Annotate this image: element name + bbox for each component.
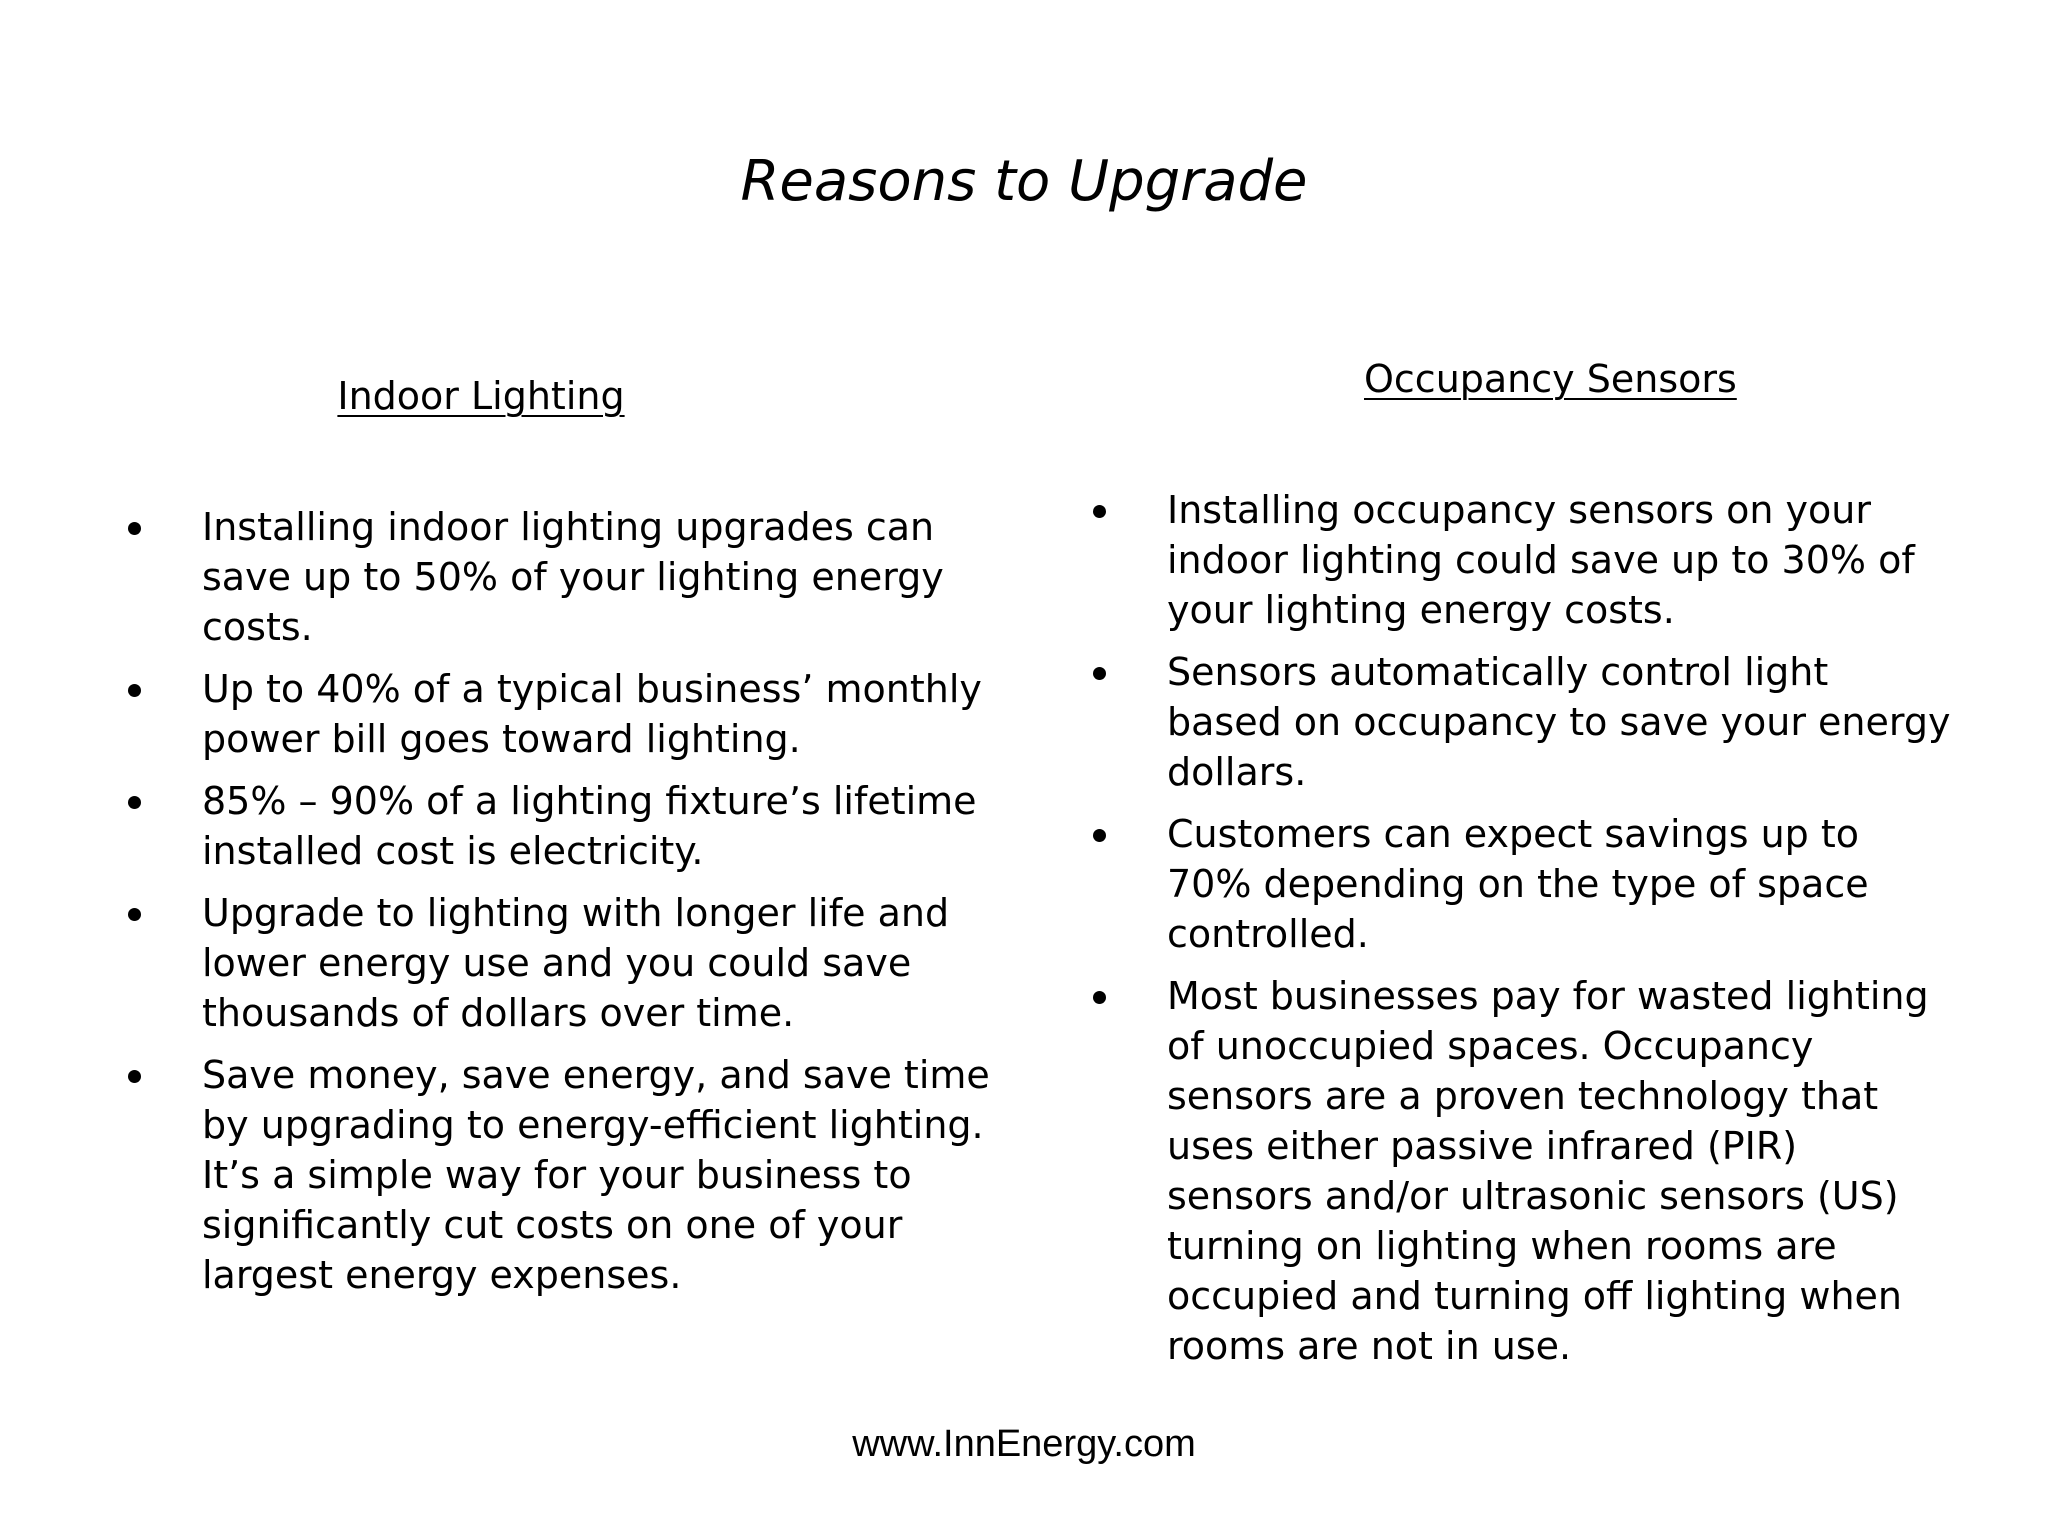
bullet-icon — [128, 684, 141, 697]
bullet-icon — [128, 522, 141, 535]
list-item — [118, 664, 998, 764]
list-item-text: 85% – 90% of a lighting fixture’s lifetime installed cost is electricity. — [202, 778, 977, 873]
occupancy-sensors-list — [1083, 485, 1963, 1371]
bullet-icon — [128, 908, 141, 921]
occupancy-sensors-heading: Occupancy Sensors — [1364, 357, 1737, 401]
list-item-text: Installing occupancy sensors on your indoor lighting could save up to 30% of your lighting energy costs. — [1167, 487, 1915, 632]
bullet-icon — [1093, 505, 1106, 518]
list-item-text: Installing indoor lighting upgrades can save up to 50% of your lighting energy costs. — [202, 504, 944, 649]
list-item — [1083, 971, 1953, 1371]
list-item — [118, 502, 998, 652]
list-item-text: Most businesses pay for wasted lighting of unoccupied spaces. Occupancy sensors are a proven technology that uses either passive infrared (PIR) sensors and/or ultrasonic sensors (US) turning on lighting when rooms are occupied and turning off lighting when rooms are not in use. — [1167, 973, 1929, 1368]
list-item — [118, 1050, 998, 1300]
bullet-icon — [1093, 829, 1106, 842]
bullet-icon — [1093, 667, 1106, 680]
indoor-lighting-list — [118, 502, 998, 1300]
list-item — [1083, 809, 1953, 959]
bullet-icon — [128, 796, 141, 809]
list-item-text: Up to 40% of a typical business’ monthly power bill goes toward lighting. — [202, 666, 982, 761]
bullet-icon — [128, 1070, 141, 1083]
list-item — [118, 776, 998, 876]
list-item — [118, 888, 998, 1038]
list-item — [1083, 485, 1953, 635]
indoor-lighting-column — [118, 374, 998, 1312]
list-item-text: Customers can expect savings up to 70% depending on the type of space controlled. — [1167, 811, 1869, 956]
indoor-lighting-heading: Indoor Lighting — [337, 374, 625, 418]
list-item-text: Upgrade to lighting with longer life and lower energy use and you could save thousands of dollars over time. — [202, 890, 950, 1035]
list-item-text: Sensors automatically control light based on occupancy to save your energy dollars. — [1167, 649, 1951, 794]
page-title: Reasons to Upgrade — [740, 149, 1308, 214]
occupancy-sensors-column — [1083, 357, 1963, 1383]
bullet-icon — [1093, 991, 1106, 1004]
list-item — [1083, 647, 1953, 797]
footer-url: www.InnEnergy.com — [852, 1423, 1196, 1465]
list-item-text: Save money, save energy, and save time by upgrading to energy-efficient lighting. It’s a simple way for your business to significantly cut costs on one of your largest energy expenses. — [202, 1052, 990, 1297]
